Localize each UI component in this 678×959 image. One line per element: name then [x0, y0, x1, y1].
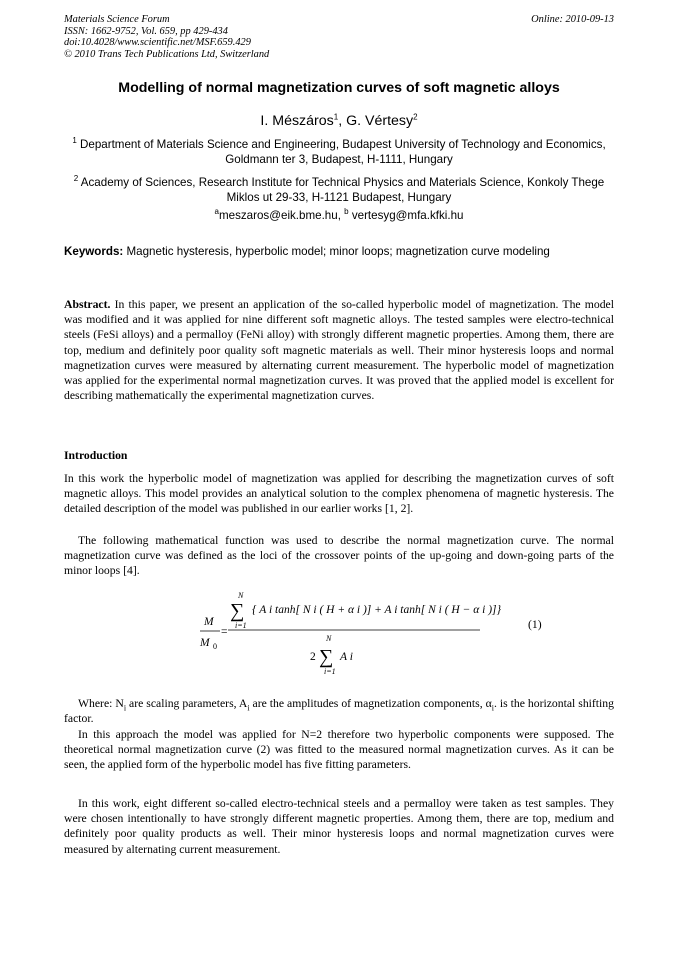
text-run: are the amplitudes of magnetization components, α [249, 697, 492, 710]
keywords-text: Magnetic hysteresis, hyperbolic model; minor loops; magnetization curve modeling [123, 245, 550, 258]
keywords-label: Keywords: [64, 245, 124, 258]
text-run: Where: N [78, 697, 124, 710]
abstract-text: In this paper, we present an application of the so-called hyperbolic model of magnetization. The model was modified and it was applied for nine different soft magnetic alloys. The tested samples were electro-technical steels (FeSi alloys) and a permalloy (FeNi alloy) with strongly different magnetic properties. Among them, there are top, medium and definitely poor quality soft magnetic materials as well. Their minor hysteresis loops and normal magnetization curves were measured by alternating current measurement. The hyperbolic model of magnetization was applied for the experimental normal magnetization curves. It was proved that the applied model is excellent for describing mathematically the experimental magnetization curves. [64, 298, 614, 403]
abstract [64, 297, 614, 403]
subscript: i [123, 703, 127, 713]
eq-den-sum-upper-limit: N [326, 634, 332, 643]
eq-lhs-numerator: M [204, 616, 214, 628]
paper-title: Modelling of normal magnetization curves of soft magnetic alloys [118, 80, 560, 96]
author-affil-mark: 2 [413, 112, 418, 122]
author-list [40, 113, 638, 129]
eq-lhs-denominator-sub: 0 [213, 642, 217, 651]
affil-mark: 1 [72, 136, 77, 146]
email-mark: a [214, 207, 219, 217]
eq-lhs-denominator: M [200, 637, 210, 649]
equation-graphic [180, 588, 620, 684]
text-run: are scaling parameters, A [126, 697, 248, 710]
eq-numerator-expression: { A i tanh[ N i ( H + α i )] + A i tanh[ N i ( H − α i )]} [252, 604, 502, 616]
intro-paragraph-4: In this approach the model was applied for N=2 therefore two hyperbolic components were supposed. The theoretical normal magnetization curve (2) was fitted to the measured normal magnetization curves. As it can be seen, the applied form of the hyperbolic model has five fitting parameters. [64, 728, 614, 772]
intro-paragraph-3 [64, 696, 614, 726]
author-emails [40, 209, 638, 222]
affil-mark: 2 [73, 174, 79, 184]
affiliation-text: Department of Materials Science and Engineering, Budapest University of Technology and Economics, Goldmann ter 3, Budapest, H-1111, Hungary [76, 138, 606, 166]
intro-paragraph-1: In this work the hyperbolic model of magnetization was applied for describing the magnetization curves of soft magnetic alloys. This model provides an analytical solution to the complex phenomena of magnetic hysteresis. The detailed description of the model was published in our earlier works [1, 2]. [64, 472, 614, 516]
section-heading: Introduction [64, 449, 128, 462]
issn-line: ISSN: 1662-9752, Vol. 659, pp 429-434 [64, 25, 228, 37]
author-name: G. Vértesy [346, 113, 414, 129]
online-date: Online: 2010-09-13 [531, 14, 614, 25]
affiliation-1 [64, 138, 614, 167]
eq-equals-sign: = [221, 626, 228, 638]
author-affil-mark: 1 [333, 112, 339, 122]
affiliation-2 [64, 176, 614, 205]
eq-sum-upper-limit: N [238, 591, 244, 600]
author-name: I. Mészáros [260, 113, 334, 129]
eq-sum-sign: ∑ [230, 600, 245, 622]
subscript: i [491, 703, 494, 713]
eq-sum-lower-limit: i=1 [235, 621, 247, 630]
eq-denominator-term: A i [340, 651, 353, 663]
keywords [64, 245, 624, 258]
copyright-line: © 2010 Trans Tech Publications Ltd, Switzerland [64, 48, 270, 60]
email-link[interactable]: meszaros@eik.bme.hu [218, 209, 338, 222]
author-separator: , [338, 113, 347, 129]
intro-paragraph-5: In this work, eight different so-called electro-technical steels and a permalloy were taken as test samples. They were chosen intentionally to have strongly different magnetic properties. Among them, there are top, medium and definitely poor quality products as well. Their minor hysteresis loops and normal magnetization curves were measured by alternating current measurement. [64, 797, 614, 856]
text-run: . is the horizontal shifting factor. [64, 697, 614, 726]
abstract-label: Abstract. [64, 298, 111, 311]
eq-den-sum-sign: ∑ [319, 646, 334, 668]
equation-number: (1) [528, 618, 542, 631]
journal-header [64, 14, 269, 60]
equation-1 [180, 588, 620, 684]
email-link[interactable]: vertesyg@mfa.kfki.hu [348, 209, 464, 222]
email-mark: b [344, 207, 349, 217]
doi-line: doi:10.4028/www.scientific.net/MSF.659.429 [64, 37, 251, 49]
eq-den-sum-lower-limit: i=1 [324, 667, 336, 676]
eq-denominator-coefficient: 2 [310, 651, 316, 663]
email-separator: , [337, 209, 345, 222]
affiliation-text: Academy of Sciences, Research Institute for Technical Physics and Materials Science, Konkoly Thege Miklos ut 29-33, H-1121 Budapest, Hungary [78, 176, 605, 204]
intro-paragraph-2: The following mathematical function was used to describe the normal magnetization curve. The normal magnetization curve was defined as the loci of the crossover points of the up-going and down-going parts of the minor loops [4]. [64, 534, 614, 578]
subscript: i [247, 703, 250, 713]
journal-name: Materials Science Forum [64, 14, 170, 25]
